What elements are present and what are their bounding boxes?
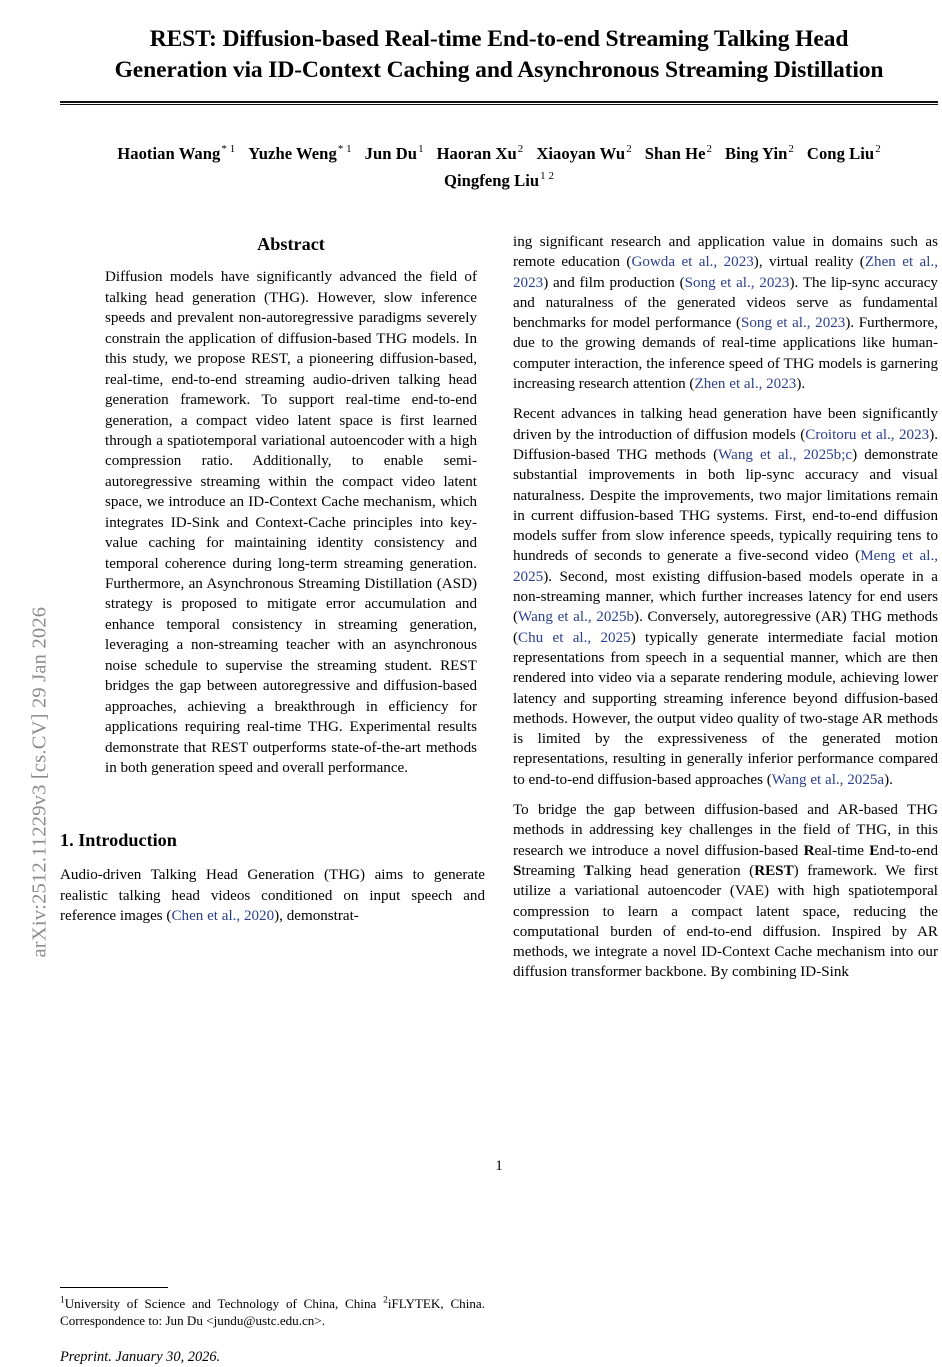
footnote-marker-2: 2 [383, 1295, 388, 1306]
acronym-letter-t: T [583, 862, 594, 879]
text-run: ). [884, 771, 893, 788]
text-run: To bridge the gap between diffusion-based and AR-based THG methods in addressing key challenges in the field of THG, in this research we introduce a novel diffusion-based [513, 802, 938, 859]
right-paragraph-1 [513, 232, 938, 394]
author-qingfeng-liu [444, 171, 554, 190]
author-affiliation-mark: 2 [788, 143, 794, 156]
acronym-rest: REST [754, 862, 794, 879]
abstract-heading: Abstract [257, 234, 325, 254]
introduction-section [60, 830, 485, 926]
author-affiliation-mark: 2 [626, 143, 632, 156]
citation-link[interactable]: Chen et al., 2020 [171, 907, 275, 924]
author-name: Haoran Xu [436, 143, 517, 163]
citation-link[interactable]: Zhen et al., 2023 [694, 376, 797, 393]
citation-link[interactable]: Song et al., 2023 [740, 315, 846, 332]
author-jun-du [365, 144, 424, 163]
text-run: iFLYTEK, China. Correspondence to: Jun Du <jundu@ustc.edu.cn>. [60, 1296, 485, 1329]
body-columns [60, 232, 939, 1365]
text-run: ) demonstrate substantial improvements in both lip-sync accuracy and visual naturalness. Despite the improvements, two major limitations remain in current diffusion-based THG systems. First, end-to-end diffusion models suffer from slow inference speeds, typically requiring tens to hundreds of seconds to generate a five-second video ( [513, 446, 938, 565]
arxiv-identifier-text: arXiv:2512.11229v3 [cs.CV] 29 Jan 2026 [28, 606, 51, 958]
abstract-text: Diffusion models have significantly advanced the field of talking head generation (THG). However, slow inference speeds and prevalent non-autoregressive paradigms severely constrain the application of diffusion-based THG models. In this study, we propose REST, a pioneering diffusion-based, real-time, end-to-end streaming audio-driven talking head generation framework. To support real-time end-to-end generation, a compact video latent space is first learned through a spatiotemporal variational autoencoder with a high compression ratio. Additionally, to enable semi-autoregressive streaming within the compact video latent space, we introduce an ID-Context Cache mechanism, which integrates ID-Sink and Context-Cache principles into key-value caching for maintaining identity consistency and temporal coherence during long-term streaming generation. Furthermore, an Asynchronous Streaming Distillation (ASD) strategy is proposed to mitigate error accumulation and enhance temporal consistency in streaming generation, leveraging a non-streaming teacher with an asynchronous noise schedule to supervise the streaming student. REST bridges the gap between autoregressive and diffusion-based approaches, achieving a breakthrough in efficiency for applications requiring real-time THG. Experimental results demonstrate that REST outperforms state-of-the-art methods in both generation speed and overall performance. [105, 269, 477, 776]
acronym-letter-e: E [869, 842, 880, 859]
author-name: Shan He [644, 143, 706, 163]
author-name: Haotian Wang [117, 143, 221, 163]
author-haotian-wang [117, 144, 235, 163]
author-name: Xiaoyan Wu [536, 143, 626, 163]
introduction-paragraph-1 [60, 865, 485, 926]
preprint-notice: Preprint. January 30, 2026. [60, 1348, 221, 1365]
citation-link[interactable]: Song et al., 2023 [684, 274, 790, 291]
footnote-block [60, 1287, 485, 1367]
introduction-heading: 1. Introduction [60, 830, 177, 851]
author-row-2 [60, 168, 938, 195]
author-name: Cong Liu [806, 143, 875, 163]
text-run: ). Diffusion-based THG methods ( [513, 426, 938, 463]
page-number: 1 [495, 1158, 503, 1174]
author-haoran-xu [437, 144, 524, 163]
author-name: Jun Du [364, 143, 418, 163]
footnote-divider [60, 1287, 168, 1288]
text-run: Recent advances in talking head generation have been significantly driven by the introduction of diffusion models ( [513, 406, 938, 443]
author-bing-yin [725, 144, 794, 163]
text-run: eal-time [814, 842, 870, 859]
citation-link[interactable]: Croitoru et al., 2023 [805, 426, 930, 443]
text-run: alking head generation ( [593, 862, 755, 879]
author-yuzhe-weng [248, 144, 351, 163]
citation-link[interactable]: Gowda et al., 2023 [631, 254, 754, 271]
text-run: ) framework. We first utilize a variational autoencoder (VAE) with high spatiotemporal compression to learn a compact latent space, reducing the computational burden of end-to-end diffusion. Inspired by AR methods, we integrate a novel ID-Context Cache mechanism into our diffusion transformer backbone. By combining ID-Sink [513, 862, 939, 981]
author-affiliation-mark: * 1 [337, 143, 352, 156]
right-paragraph-2 [513, 404, 938, 790]
author-list [60, 141, 938, 195]
text-run: ). [796, 376, 806, 393]
author-name: Bing Yin [725, 143, 788, 163]
author-affiliation-mark: * 1 [221, 143, 236, 156]
title-block [60, 0, 938, 105]
paper-page [60, 0, 939, 1365]
author-shan-he [645, 144, 712, 163]
footnote-marker-1: 1 [60, 1295, 65, 1306]
text-run: ) typically generate intermediate facial motion representations from speech in a sequential manner, which are then rendered into video via a separate rendering module, achieving lower latency and supporting streaming inference beyond diffusion-based methods. However, the output video quality of two-stage AR methods is limited by the expressiveness of the generated motion representations, resulting in generally inferior performance compared to end-to-end diffusion-based approaches ( [513, 629, 938, 788]
author-affiliation-mark: 2 [875, 143, 881, 156]
text-run: ). Second, most existing diffusion-based models operate in a non-streaming manner, which further increases latency for end users ( [513, 568, 938, 626]
affiliation-footnote [60, 1295, 485, 1330]
citation-link[interactable]: Chu et al., 2025 [518, 629, 631, 646]
page-title [66, 24, 932, 87]
text-run: ). Conversely, autoregressive (AR) THG methods ( [513, 609, 939, 646]
author-name: Yuzhe Weng [248, 143, 337, 163]
citation-link[interactable]: Wang et al., 2025b;c [718, 446, 853, 463]
text-run: nd-to-end [879, 842, 939, 859]
title-line-2: Generation via ID-Context Caching and Asynchronous Streaming Distillation [114, 57, 884, 84]
citation-link[interactable]: Wang et al., 2025b [518, 609, 635, 626]
author-affiliation-mark: 2 [517, 143, 524, 156]
text-run: ). The lip-sync accuracy and naturalness of the generated videos serve as fundamental benchmarks for model performance ( [513, 274, 938, 332]
abstract-section [60, 232, 485, 778]
author-xiaoyan-wu [536, 144, 631, 163]
citation-link[interactable]: Meng et al., 2025 [513, 548, 938, 585]
text-run: ) and film production ( [543, 274, 685, 291]
title-line-1: REST: Diffusion-based Real-time End-to-end Streaming Talking Head [149, 26, 849, 52]
right-column [513, 232, 938, 983]
author-affiliation-mark: 1 [418, 143, 424, 156]
text-run: treaming [521, 862, 584, 879]
text-run: Audio-driven Talking Head Generation (THG) aims to generate realistic talking head videos conditioned on input speech and reference images ( [60, 867, 485, 924]
right-paragraph-3 [513, 800, 938, 983]
acronym-letter-s: S [513, 862, 522, 879]
author-affiliation-mark: 1 2 [540, 170, 554, 183]
author-cong-liu [807, 144, 881, 163]
citation-link[interactable]: Zhen et al., 2023 [513, 254, 938, 291]
text-run: ). Furthermore, due to the growing demands of real-time applications like human-computer interaction, the inference speed of THG models is garnering increasing research attention ( [513, 315, 938, 393]
citation-link[interactable]: Wang et al., 2025a [771, 771, 885, 788]
text-run: University of Science and Technology of China, China [64, 1296, 384, 1311]
text-run: ing significant research and application value in domains such as remote education ( [513, 234, 938, 271]
text-run: ), demonstrat- [274, 907, 359, 924]
arxiv-stamp [0, 0, 60, 1200]
title-divider [60, 101, 938, 105]
author-name: Qingfeng Liu [444, 170, 540, 190]
acronym-letter-r: R [803, 842, 815, 859]
left-column [60, 232, 485, 1365]
text-run: ), virtual reality ( [753, 254, 865, 271]
author-row-1 [60, 141, 938, 168]
author-affiliation-mark: 2 [706, 143, 713, 156]
